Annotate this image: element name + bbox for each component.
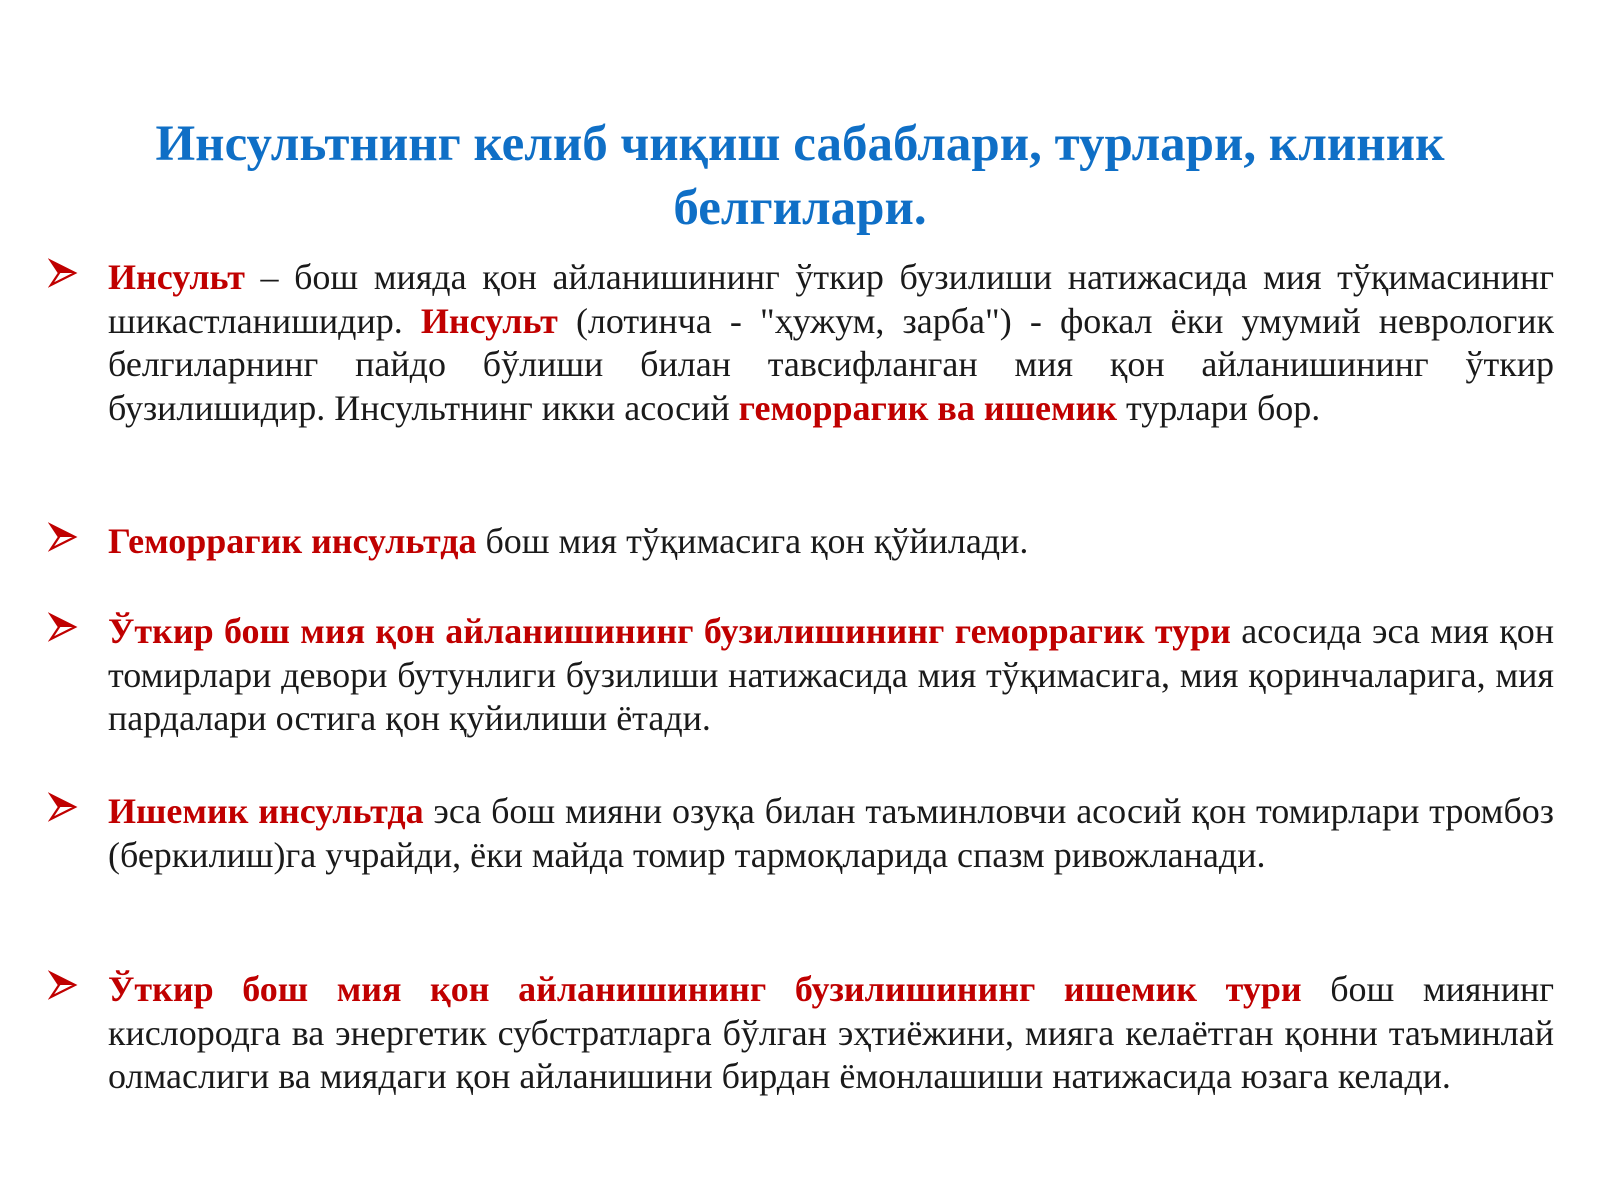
bullet-text-segment: Инсульт [420, 300, 558, 341]
bullet-item [48, 968, 1554, 1099]
arrow-right-icon [48, 258, 78, 288]
bullet-text [108, 520, 1554, 564]
bullet-text-segment: геморрагик ва ишемик [738, 387, 1117, 428]
bullet-text-segment: Геморрагик инсультда [108, 521, 477, 561]
bullet-text [108, 790, 1554, 877]
bullet-text-segment: бош миянинг кислородга ва энергетик субстратларга бўлган эҳтиёжини, мияга келаётган қонни таъминлай олмаслиги ва миядаги қон айланишини бирдан ёмонлашиши натижасида юзага келади. [108, 969, 1554, 1096]
bullet-text-segment: эса бош мияни озуқа билан таъминловчи асосий қон томирлари тромбоз (беркилиш)га учрайди, ёки майда томир тармоқларида спазм ривожланади. [108, 791, 1554, 875]
arrow-right-icon [48, 522, 78, 552]
bullet-text-segment: Ишемик инсультда [108, 791, 424, 831]
bullet-text-segment: асосида эса мия қон томирлари девори бутунлиги бузилиши натижасида мия тўқимасига, мия қоринчаларига, мия пардалари остига қон қуйилиши ётади. [108, 611, 1554, 738]
bullet-item [48, 610, 1554, 741]
bullet-item [48, 256, 1554, 430]
arrow-right-icon [48, 612, 78, 642]
bullet-text-segment: турлари бор. [1116, 387, 1321, 428]
bullet-text [108, 968, 1554, 1099]
bullet-text-segment: бош мия тўқимасига қон қўйилади. [476, 521, 1029, 561]
slide-title: Инсультнинг келиб чиқиш сабаблари, турлари, клиник белгилари. [155, 116, 1445, 236]
bullet-text-segment: Инсульт [108, 257, 245, 297]
bullet-text-segment: Ўткир бош мия қон айланишининг бузилишининг геморрагик тури [108, 611, 1231, 651]
arrow-right-icon [48, 970, 78, 1000]
bullet-text-segment: – бош мияда қон айланишининг ўткир бузилиши натижасида мия тўқимасининг шикастланишидир. [108, 257, 1554, 341]
bullet-text-segment: (лотинча - "ҳужум, зарба") - фокал ёки умумий неврологик белгиларнинг пайдо бўлиши билан тавсифланган мия қон айланишининг ўткир бузилишидир. Инсультнинг икки асосий [108, 300, 1554, 428]
bullet-item [48, 520, 1554, 564]
bullet-text-segment: Ўткир бош мия қон айланишининг бузилишининг ишемик тури [108, 969, 1302, 1009]
bullet-text [108, 610, 1554, 741]
bullet-item [48, 790, 1554, 877]
bullet-text [108, 256, 1554, 430]
arrow-right-icon [48, 792, 78, 822]
